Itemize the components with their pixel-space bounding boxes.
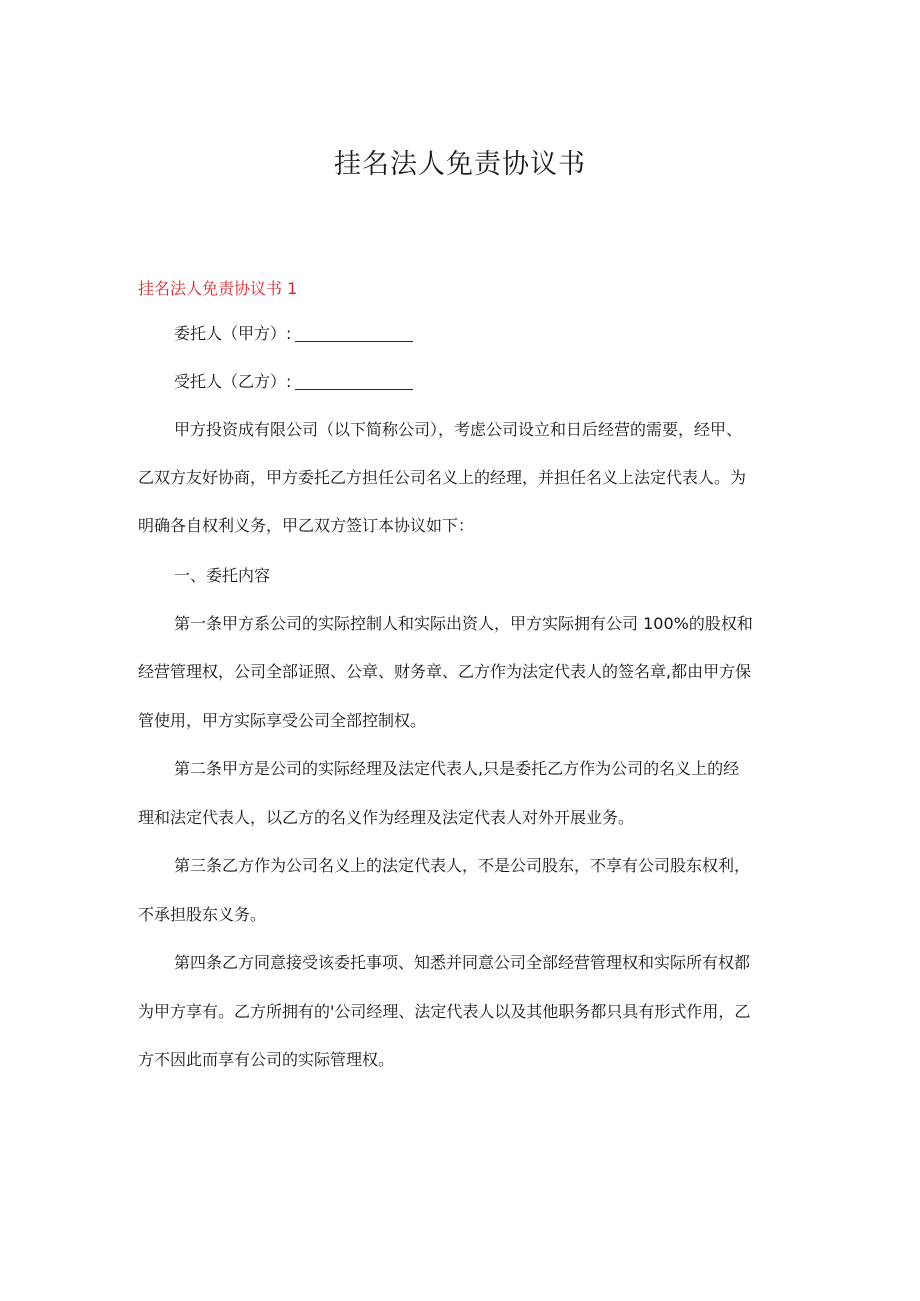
paragraph-line: 理和法定代表人，以乙方的名义作为经理及法定代表人对外开展业务。 (138, 808, 635, 827)
paragraph-line: 第一条甲方系公司的实际控制人和实际出资人，甲方实际拥有公司 100%的股权和 (174, 614, 753, 633)
section-heading: 挂名法人免责协议书 1 (138, 279, 298, 298)
agent-blank-line (295, 371, 413, 390)
paragraph-line: 第二条甲方是公司的实际经理及法定代表人,只是委托乙方作为公司的名义上的经 (174, 759, 740, 778)
document-title: 挂名法人免责协议书 (334, 149, 586, 180)
agent-field (138, 370, 822, 394)
paragraph-line: 第三条乙方作为公司名义上的法定代表人，不是公司股东，不享有公司股东权利， (174, 856, 751, 875)
paragraph-line: 明确各自权利义务，甲乙双方签订本协议如下： (138, 516, 475, 535)
principal-blank-line (295, 323, 413, 342)
paragraph-line: 第四条乙方同意接受该委托事项、知悉并同意公司全部经营管理权和实际所有权都 (174, 953, 751, 972)
agent-label: 受托人（乙方）: (174, 372, 292, 391)
subsection-heading: 一、委托内容 (174, 566, 271, 585)
paragraph-line: 管使用，甲方实际享受公司全部控制权。 (138, 711, 427, 730)
paragraph-line: 甲方投资成有限公司（以下简称公司），考虑公司设立和日后经营的需要，经甲、 (174, 420, 743, 439)
paragraph-line: 为甲方享有。乙方所拥有的'公司经理、法定代表人以及其他职务都只具有形式作用，乙 (138, 1002, 751, 1021)
principal-label: 委托人（甲方）: (174, 324, 292, 343)
paragraph-line: 乙双方友好协商，甲方委托乙方担任公司名义上的经理，并担任名义上法定代表人。为 (138, 468, 747, 487)
paragraph-line: 方不因此而享有公司的实际管理权。 (138, 1050, 395, 1069)
principal-field (138, 322, 822, 346)
paragraph-line: 经营管理权，公司全部证照、公章、财务章、乙方作为法定代表人的签名章,都由甲方保 (138, 662, 752, 681)
paragraph-line: 不承担股东义务。 (138, 905, 267, 924)
